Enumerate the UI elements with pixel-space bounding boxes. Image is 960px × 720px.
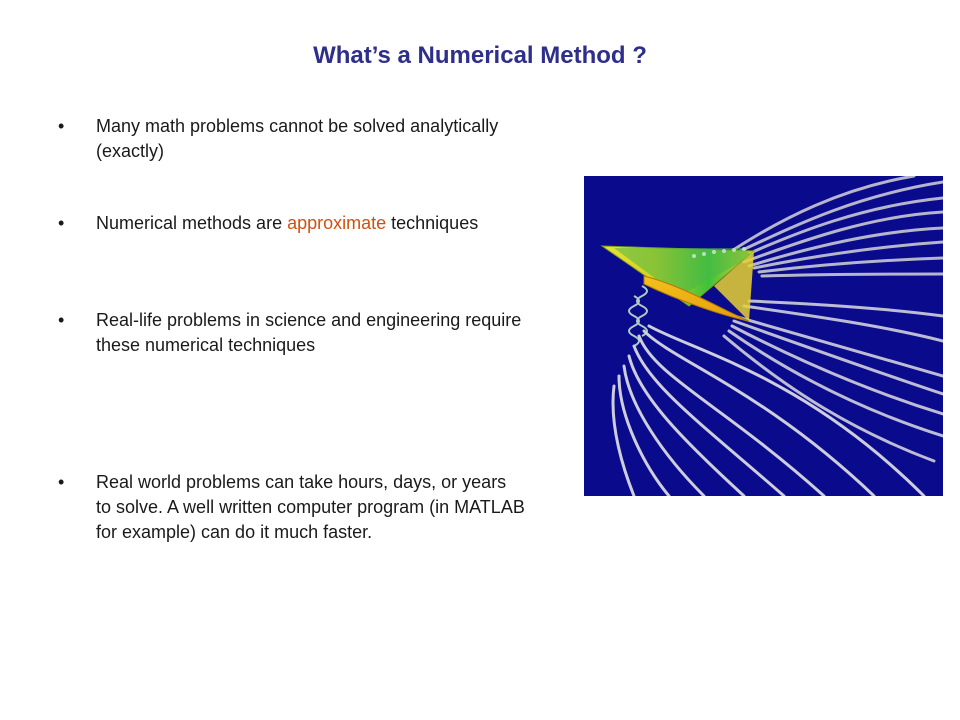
bullet-text — [96, 211, 526, 236]
flow-visualization-image — [584, 176, 943, 496]
bullet-text: Real world problems can take hours, days, or years to solve. A well written computer program (in MATLAB for example) can do it much faster. — [96, 472, 525, 542]
bullet-text-before: Numerical methods are — [96, 213, 288, 233]
bullet-dot: • — [58, 116, 65, 136]
bullet-dot: • — [58, 213, 65, 233]
bullet-text-after: techniques — [386, 213, 479, 233]
bullet-text: Many math problems cannot be solved analytically (exactly) — [96, 116, 499, 161]
slide-title: What’s a Numerical Method ? — [313, 42, 647, 69]
bullet-dot: • — [58, 310, 65, 330]
bullet-text: Real-life problems in science and engineering require these numerical techniques — [96, 310, 522, 355]
bullet-dot: • — [58, 472, 65, 492]
highlight-word: approximate — [287, 213, 387, 233]
